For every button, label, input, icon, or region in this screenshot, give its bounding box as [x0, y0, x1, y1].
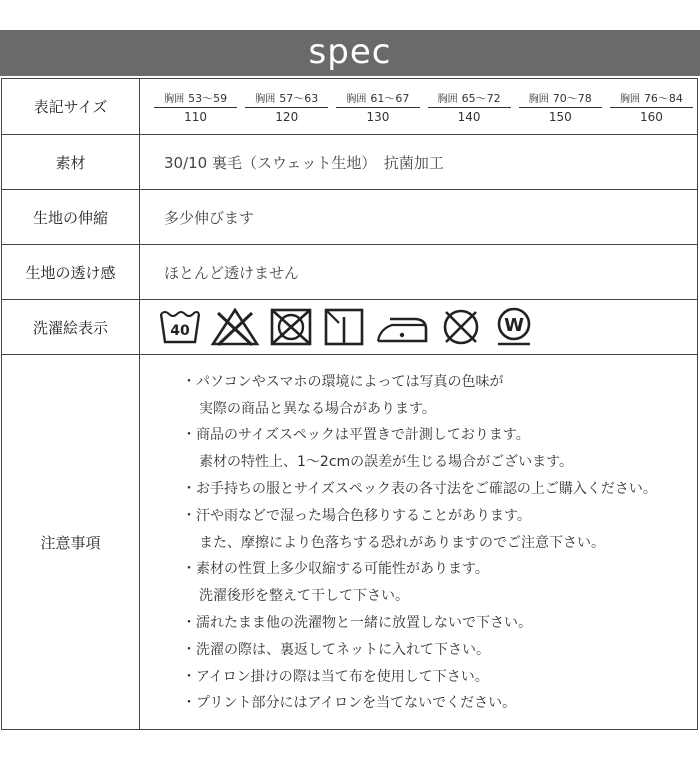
chest-label: 胸囲: [619, 93, 640, 105]
chest-range: [154, 90, 237, 108]
note-line: 素材の特性上、1～2cmの誤差が生じる場合がございます。: [199, 454, 574, 471]
note-line: ・素材の性質上多少収縮する可能性があります。: [182, 561, 489, 578]
size-value: 130: [366, 109, 390, 124]
chest-label: 胸囲: [164, 93, 185, 105]
note-line: ・アイロン掛けの際は当て布を使用して下さい。: [182, 668, 489, 685]
size-column: [424, 90, 515, 124]
note-line: ・お手持ちの服とサイズスペック表の各寸法をご確認の上ご購入ください。: [182, 481, 657, 497]
note-line: ・濡れたまま他の洗濯物と一緒に放置しないで下さい。: [182, 614, 532, 631]
size-value: 140: [457, 109, 481, 124]
size-label: 表記サイズ: [2, 79, 140, 135]
note-line: ・パソコンやスマホの環境によっては写真の色味が: [182, 373, 504, 390]
size-column: [515, 90, 606, 124]
stretch-value: 多少伸びます: [140, 190, 698, 245]
chest-range: [245, 90, 328, 108]
note-line: 実際の商品と異なる場合があります。: [199, 400, 436, 417]
line-dry-shade-icon: [322, 307, 366, 347]
wet-clean-text: W: [504, 315, 524, 336]
size-column: [606, 90, 697, 124]
chest-value: 70～78: [552, 91, 592, 105]
chest-range: [519, 90, 602, 108]
care-icons: [158, 306, 697, 348]
size-cell: [140, 79, 698, 135]
notes-label: 注意事項: [2, 355, 140, 730]
material-label: 素材: [2, 135, 140, 190]
note-line: ・商品のサイズスペックは平置きで計測しております。: [182, 427, 530, 444]
page-title: spec: [0, 30, 700, 76]
size-value: 120: [275, 109, 299, 124]
iron-low-icon: [374, 307, 430, 347]
chest-range: [610, 90, 693, 108]
care-row: [2, 300, 698, 355]
care-label: 洗濯絵表示: [2, 300, 140, 355]
size-column: [241, 90, 332, 124]
note-line: ・プリント部分にはアイロンを当てないでください。: [182, 695, 517, 712]
sheer-value: ほとんど透けません: [140, 245, 698, 300]
material-row: [2, 135, 698, 190]
stretch-label: 生地の伸縮: [2, 190, 140, 245]
chest-value: 53～59: [188, 91, 228, 105]
size-column: [332, 90, 423, 124]
chest-label: 胸囲: [346, 93, 367, 105]
spec-table: [1, 78, 698, 730]
notes-row: [2, 355, 698, 730]
wash-temp-text: 40: [170, 323, 190, 339]
wash-40-icon: [158, 308, 202, 346]
chest-range: [336, 90, 419, 108]
size-value: 110: [184, 109, 208, 124]
chest-label: 胸囲: [528, 93, 549, 105]
no-tumble-dry-icon: [268, 307, 314, 347]
size-grid: [150, 90, 697, 124]
chest-value: 65～72: [461, 91, 501, 105]
chest-value: 57～63: [279, 91, 319, 105]
note-line: また、摩擦により色落ちする恐れがありますのでご注意下さい。: [199, 534, 605, 551]
note-line: ・洗濯の際は、裏返してネットに入れて下さい。: [182, 641, 490, 658]
size-column: [150, 90, 241, 124]
size-value: 150: [548, 109, 572, 124]
chest-range: [428, 90, 511, 108]
chest-value: 76～84: [643, 91, 683, 105]
sheer-label: 生地の透け感: [2, 245, 140, 300]
chest-label: 胸囲: [255, 93, 276, 105]
chest-value: 61～67: [370, 91, 410, 105]
size-row: [2, 79, 698, 135]
material-value: 30/10 裏毛（スウェット生地） 抗菌加工: [140, 135, 698, 190]
chest-label: 胸囲: [437, 93, 458, 105]
notes-list: [164, 359, 697, 725]
size-value: 160: [639, 109, 663, 124]
note-line: ・汗や雨などで湿った場合色移りすることがあります。: [182, 507, 531, 524]
stretch-row: [2, 190, 698, 245]
wet-clean-icon: [492, 306, 536, 348]
notes-cell: [140, 355, 698, 730]
no-dry-clean-icon: [438, 307, 484, 347]
no-bleach-icon: [210, 307, 260, 347]
note-line: 洗濯後形を整えて干して下さい。: [199, 588, 409, 605]
sheer-row: [2, 245, 698, 300]
care-cell: [140, 300, 698, 355]
